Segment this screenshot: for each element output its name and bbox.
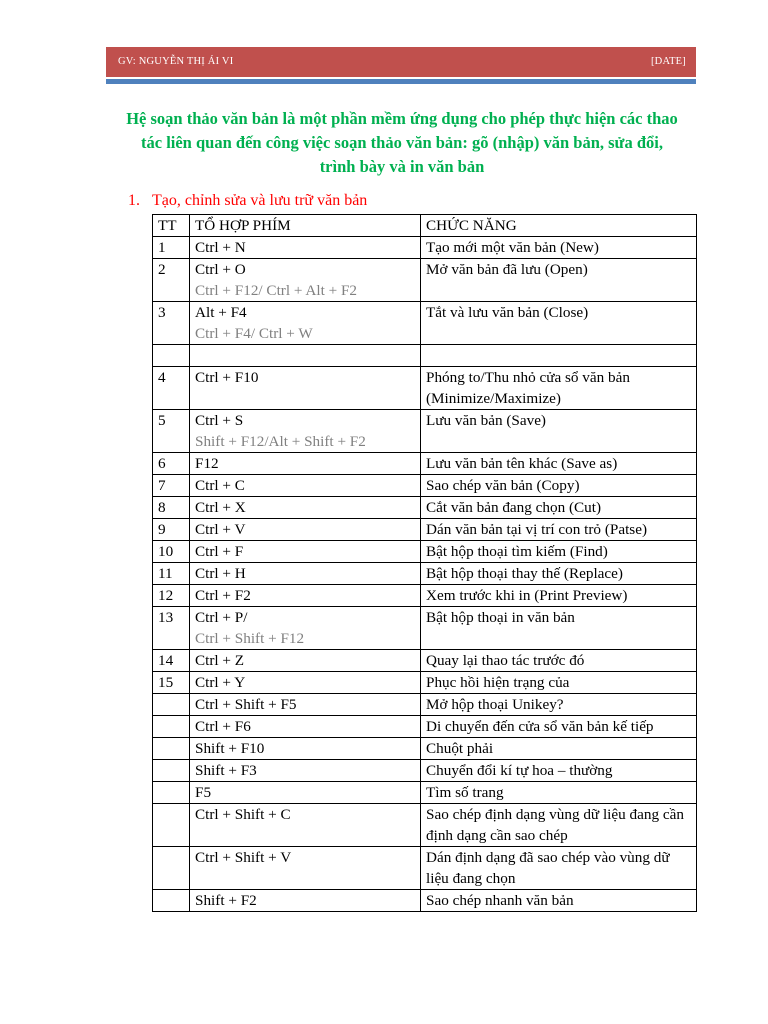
shortcut-keys: F12 — [195, 455, 219, 472]
table-row — [153, 847, 697, 890]
cell-tt — [153, 782, 190, 804]
cell-keys — [190, 237, 421, 259]
section-heading — [128, 192, 367, 210]
cell-function: Xem trước khi in (Print Preview) — [421, 585, 697, 607]
cell-keys — [190, 497, 421, 519]
shortcut-keys: Ctrl + Y — [195, 674, 246, 691]
shortcut-keys: Ctrl + Shift + C — [195, 806, 291, 823]
table-row — [153, 694, 697, 716]
intro-line: tác liên quan đến công việc soạn thảo văn bản: gõ (nhập) văn bản, sửa đổi, — [141, 133, 663, 152]
shortcut-keys: Ctrl + P/ — [195, 609, 248, 626]
table-row — [153, 410, 697, 453]
cell-keys — [190, 563, 421, 585]
cell-keys — [190, 259, 421, 302]
section-number: 1. — [128, 192, 140, 209]
cell-tt — [153, 345, 190, 367]
cell-tt: 2 — [153, 259, 190, 302]
cell-function: Chuyển đổi kí tự hoa – thường — [421, 760, 697, 782]
table-row — [153, 367, 697, 410]
cell-function: Di chuyển đến cửa sổ văn bản kế tiếp — [421, 716, 697, 738]
cell-tt: 6 — [153, 453, 190, 475]
alternate-shortcut-keys: Shift + F12/Alt + Shift + F2 — [195, 433, 366, 450]
cell-tt — [153, 716, 190, 738]
table-row — [153, 475, 697, 497]
table-row — [153, 716, 697, 738]
shortcut-keys: Ctrl + F2 — [195, 587, 251, 604]
cell-keys — [190, 345, 421, 367]
cell-keys — [190, 738, 421, 760]
cell-keys — [190, 453, 421, 475]
cell-tt: 15 — [153, 672, 190, 694]
table-header-row — [153, 215, 697, 237]
shortcut-keys: Shift + F10 — [195, 740, 265, 757]
shortcut-keys: F5 — [195, 784, 212, 801]
cell-tt — [153, 804, 190, 847]
alternate-shortcut-keys: Ctrl + Shift + F12 — [195, 630, 305, 647]
column-header-keys: TỔ HỢP PHÍM — [190, 215, 421, 237]
cell-function: Tạo mới một văn bản (New) — [421, 237, 697, 259]
cell-function: Mở hộp thoại Unikey? — [421, 694, 697, 716]
cell-tt: 5 — [153, 410, 190, 453]
cell-function: Sao chép định dạng vùng dữ liệu đang cần định dạng cần sao chép — [421, 804, 697, 847]
cell-keys — [190, 607, 421, 650]
cell-tt — [153, 694, 190, 716]
cell-keys — [190, 410, 421, 453]
cell-tt: 1 — [153, 237, 190, 259]
table-row — [153, 782, 697, 804]
table-row — [153, 302, 697, 345]
cell-keys — [190, 672, 421, 694]
cell-keys — [190, 890, 421, 912]
cell-keys — [190, 367, 421, 410]
shortcut-keys: Ctrl + F — [195, 543, 244, 560]
cell-tt: 3 — [153, 302, 190, 345]
cell-function: Tìm số trang — [421, 782, 697, 804]
shortcut-keys: Ctrl + Shift + V — [195, 849, 292, 866]
cell-function: Phục hồi hiện trạng của — [421, 672, 697, 694]
cell-keys — [190, 804, 421, 847]
cell-keys — [190, 650, 421, 672]
header-date: [DATE] — [650, 56, 686, 67]
cell-function: Sao chép nhanh văn bản — [421, 890, 697, 912]
cell-function — [421, 345, 697, 367]
cell-function: Lưu văn bản (Save) — [421, 410, 697, 453]
shortcut-keys: Alt + F4 — [195, 304, 247, 321]
table-row — [153, 650, 697, 672]
cell-function: Lưu văn bản tên khác (Save as) — [421, 453, 697, 475]
table-row — [153, 237, 697, 259]
cell-tt — [153, 890, 190, 912]
table-row — [153, 259, 697, 302]
alternate-shortcut-keys: Ctrl + F12/ Ctrl + Alt + F2 — [195, 282, 357, 299]
cell-tt: 9 — [153, 519, 190, 541]
shortcut-keys: Ctrl + N — [195, 239, 246, 256]
cell-keys — [190, 716, 421, 738]
cell-keys — [190, 519, 421, 541]
header-divider — [106, 79, 696, 84]
shortcut-keys: Ctrl + F10 — [195, 369, 259, 386]
cell-tt: 10 — [153, 541, 190, 563]
shortcut-keys: Ctrl + O — [195, 261, 246, 278]
table-row — [153, 738, 697, 760]
alternate-shortcut-keys: Ctrl + F4/ Ctrl + W — [195, 325, 313, 342]
cell-function: Phóng to/Thu nhỏ cửa sổ văn bản (Minimize/Maximize) — [421, 367, 697, 410]
shortcut-keys: Ctrl + Shift + F5 — [195, 696, 297, 713]
table-row — [153, 541, 697, 563]
section-title: Tạo, chỉnh sửa và lưu trữ văn bản — [152, 192, 368, 209]
cell-keys — [190, 694, 421, 716]
cell-function: Tắt và lưu văn bản (Close) — [421, 302, 697, 345]
cell-function: Bật hộp thoại in văn bản — [421, 607, 697, 650]
cell-tt: 13 — [153, 607, 190, 650]
table-row — [153, 585, 697, 607]
cell-function: Chuột phải — [421, 738, 697, 760]
cell-tt: 7 — [153, 475, 190, 497]
cell-function: Quay lại thao tác trước đó — [421, 650, 697, 672]
table-row — [153, 890, 697, 912]
shortcut-keys: Ctrl + Z — [195, 652, 245, 669]
table-row — [153, 345, 697, 367]
cell-keys — [190, 541, 421, 563]
table-row — [153, 519, 697, 541]
cell-function: Bật hộp thoại tìm kiếm (Find) — [421, 541, 697, 563]
cell-tt: 4 — [153, 367, 190, 410]
cell-tt: 11 — [153, 563, 190, 585]
table-body — [153, 237, 697, 912]
cell-keys — [190, 760, 421, 782]
intro-paragraph — [100, 107, 704, 179]
table-row — [153, 672, 697, 694]
shortcut-keys: Ctrl + F6 — [195, 718, 251, 735]
cell-keys — [190, 475, 421, 497]
intro-line: trình bày và in văn bản — [319, 157, 485, 176]
shortcut-keys: Ctrl + V — [195, 521, 246, 538]
table-row — [153, 607, 697, 650]
cell-keys — [190, 585, 421, 607]
cell-keys — [190, 847, 421, 890]
shortcut-keys: Ctrl + S — [195, 412, 244, 429]
cell-tt: 12 — [153, 585, 190, 607]
shortcut-table — [152, 214, 697, 912]
shortcut-keys: Ctrl + H — [195, 565, 246, 582]
shortcut-keys: Shift + F2 — [195, 892, 257, 909]
table-row — [153, 804, 697, 847]
table-row — [153, 760, 697, 782]
cell-function: Dán định dạng đã sao chép vào vùng dữ liệu đang chọn — [421, 847, 697, 890]
cell-function: Mở văn bản đã lưu (Open) — [421, 259, 697, 302]
column-header-function: CHỨC NĂNG — [421, 215, 697, 237]
header-author: GV: NGUYỄN THỊ ÁI VI — [118, 56, 234, 67]
shortcut-keys: Ctrl + C — [195, 477, 245, 494]
table-row — [153, 497, 697, 519]
cell-keys — [190, 302, 421, 345]
shortcut-keys: Shift + F3 — [195, 762, 257, 779]
column-header-tt: TT — [153, 215, 190, 237]
cell-tt — [153, 738, 190, 760]
cell-function: Sao chép văn bản (Copy) — [421, 475, 697, 497]
cell-keys — [190, 782, 421, 804]
cell-function: Dán văn bản tại vị trí con trỏ (Patse) — [421, 519, 697, 541]
table-row — [153, 453, 697, 475]
page-header-band — [106, 47, 696, 77]
shortcut-keys: Ctrl + X — [195, 499, 246, 516]
intro-line: Hệ soạn thảo văn bản là một phần mềm ứng dụng cho phép thực hiện các thao — [126, 109, 678, 128]
cell-function: Bật hộp thoại thay thế (Replace) — [421, 563, 697, 585]
cell-tt — [153, 760, 190, 782]
cell-function: Cắt văn bản đang chọn (Cut) — [421, 497, 697, 519]
cell-tt: 14 — [153, 650, 190, 672]
cell-tt: 8 — [153, 497, 190, 519]
table-row — [153, 563, 697, 585]
cell-tt — [153, 847, 190, 890]
